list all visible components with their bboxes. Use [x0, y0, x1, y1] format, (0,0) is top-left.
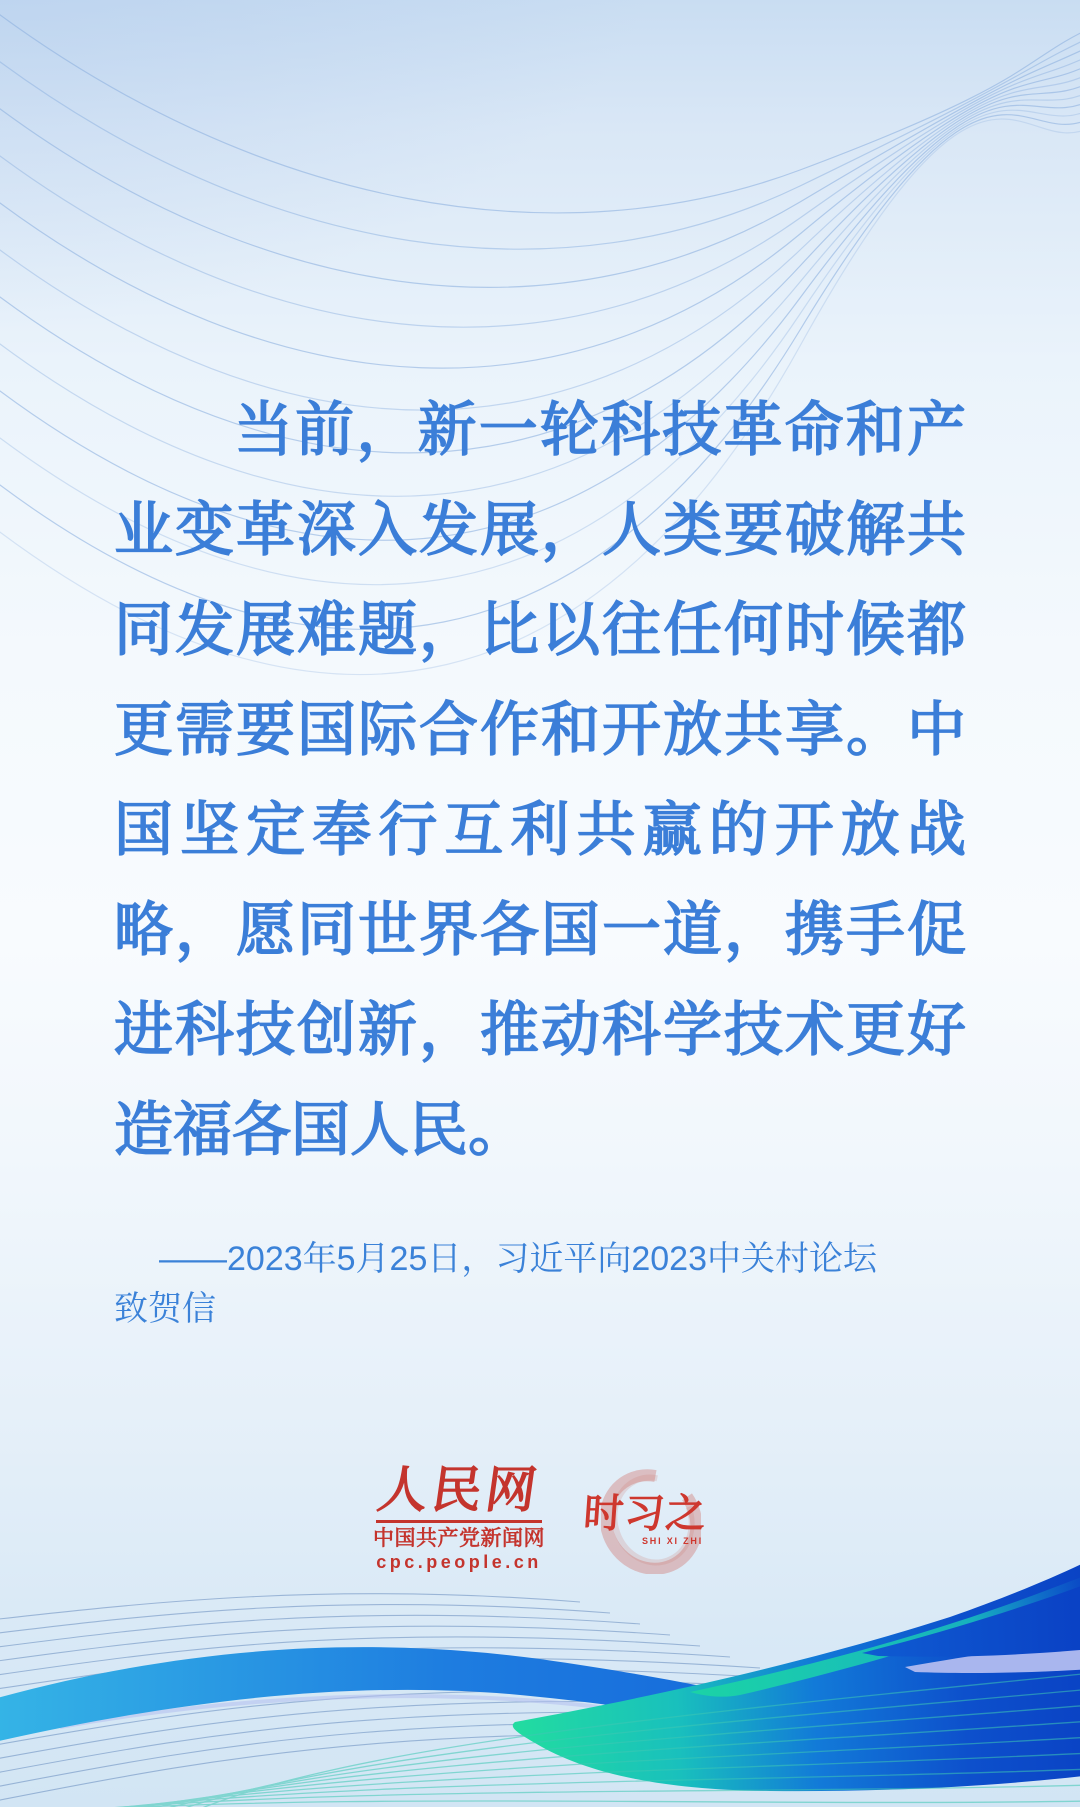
- shixizhi-wordmark: 时习之: [581, 1492, 709, 1536]
- quote-attribution: [114, 1234, 994, 1334]
- quote-line: 当前，新一轮科技革命和产: [234, 395, 966, 464]
- attribution-line: ——2023年5月25日，习近平向2023中关村论坛: [159, 1240, 877, 1278]
- shixizhi-romanized: SHI XI ZHI: [641, 1536, 703, 1546]
- quote-line: 进科技创新，推动科学技术更好: [114, 995, 966, 1064]
- bottom-wave-decoration: [0, 1377, 1080, 1807]
- quote-line: 业变革深入发展，人类要破解共: [114, 495, 966, 564]
- attribution-line: 致贺信: [114, 1290, 216, 1328]
- quote-line: 同发展难题，比以往任何时候都: [114, 595, 966, 664]
- cpc-news-domain: cpc.people.cn: [376, 1552, 542, 1572]
- quote-text: [114, 380, 966, 1180]
- quote-line: 更需要国际合作和开放共享。中: [114, 695, 966, 764]
- quote-line: 国坚定奉行互利共赢的开放战: [114, 795, 966, 864]
- quote-line: 略，愿同世界各国一道，携手促: [114, 895, 966, 964]
- cpc-news-site-name: 中国共产党新闻网: [373, 1527, 545, 1550]
- quote-line: 造福各国人民。: [114, 1095, 528, 1164]
- peoples-daily-script-wordmark: 人民网: [373, 1460, 545, 1519]
